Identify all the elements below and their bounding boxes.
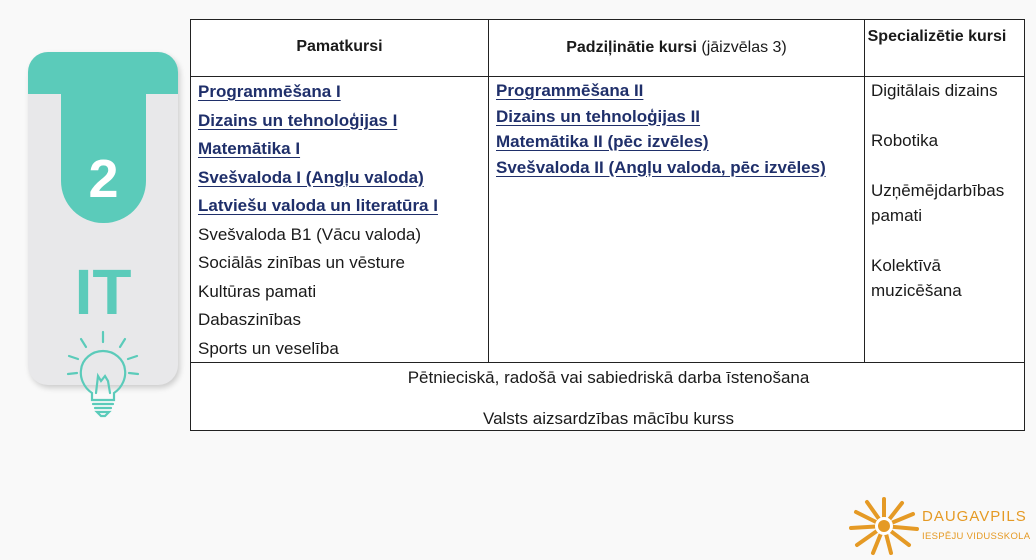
- school-logo: [847, 495, 1032, 557]
- course-link[interactable]: Programmēšana II: [496, 81, 644, 100]
- course-item: Robotika: [871, 131, 939, 150]
- header-divider: [191, 76, 1024, 77]
- course-item: Dabaszinības: [198, 310, 302, 329]
- badge-label: IT: [74, 256, 132, 328]
- course-item: Sports un veselība: [198, 338, 339, 358]
- lightbulb-icon: [65, 330, 141, 420]
- advanced-courses-list: [496, 78, 826, 180]
- course-link[interactable]: Matemātika II (pēc izvēles): [496, 132, 709, 151]
- course-table: [190, 19, 1025, 431]
- header-basic: Pamatkursi: [296, 38, 383, 55]
- header-special: Specializētie kursi: [867, 28, 1007, 45]
- course-item: Uzņēmējdarbības pamati: [871, 181, 1005, 225]
- course-item: Svešvaloda B1 (Vācu valoda): [198, 224, 422, 244]
- sun-icon: [847, 495, 921, 557]
- column-divider: [488, 20, 489, 362]
- course-item: Kolektīvā muzicēšana: [871, 256, 962, 300]
- badge-top: [28, 52, 178, 94]
- special-courses-list: [871, 78, 1021, 303]
- course-link[interactable]: Matemātika I: [198, 139, 301, 158]
- logo-name: DAUGAVPILS: [922, 508, 1027, 525]
- course-item: Sociālās zinības un vēsture: [198, 253, 405, 272]
- course-link[interactable]: Dizains un tehnoloģijas I: [198, 110, 398, 130]
- course-link[interactable]: Dizains un tehnoloģijas II: [496, 106, 701, 126]
- footer-line: Valsts aizsardzības mācību kurss: [483, 409, 734, 428]
- course-link[interactable]: Svešvaloda I (Angļu valoda): [198, 167, 424, 187]
- column-divider: [864, 20, 865, 362]
- basic-courses-list: [198, 78, 438, 363]
- course-item: Digitālais dizains: [871, 81, 998, 100]
- course-link[interactable]: Svešvaloda II (Angļu valoda, pēc izvēles): [496, 157, 826, 177]
- header-advanced: Padziļinātie kursi (jāizvēlas 3): [566, 39, 787, 56]
- course-link[interactable]: Programmēšana I: [198, 82, 341, 101]
- footer-line: Pētnieciskā, radošā vai sabiedriskā darba īstenošana: [407, 368, 810, 387]
- badge-number: 2: [61, 138, 146, 223]
- badge-tab: [61, 94, 146, 138]
- course-item: Kultūras pamati: [198, 281, 317, 301]
- course-link[interactable]: Latviešu valoda un literatūra I: [198, 196, 438, 215]
- program-badge: [28, 52, 178, 385]
- logo-subtitle: IESPĒJU VIDUSSKOLA: [922, 531, 1031, 542]
